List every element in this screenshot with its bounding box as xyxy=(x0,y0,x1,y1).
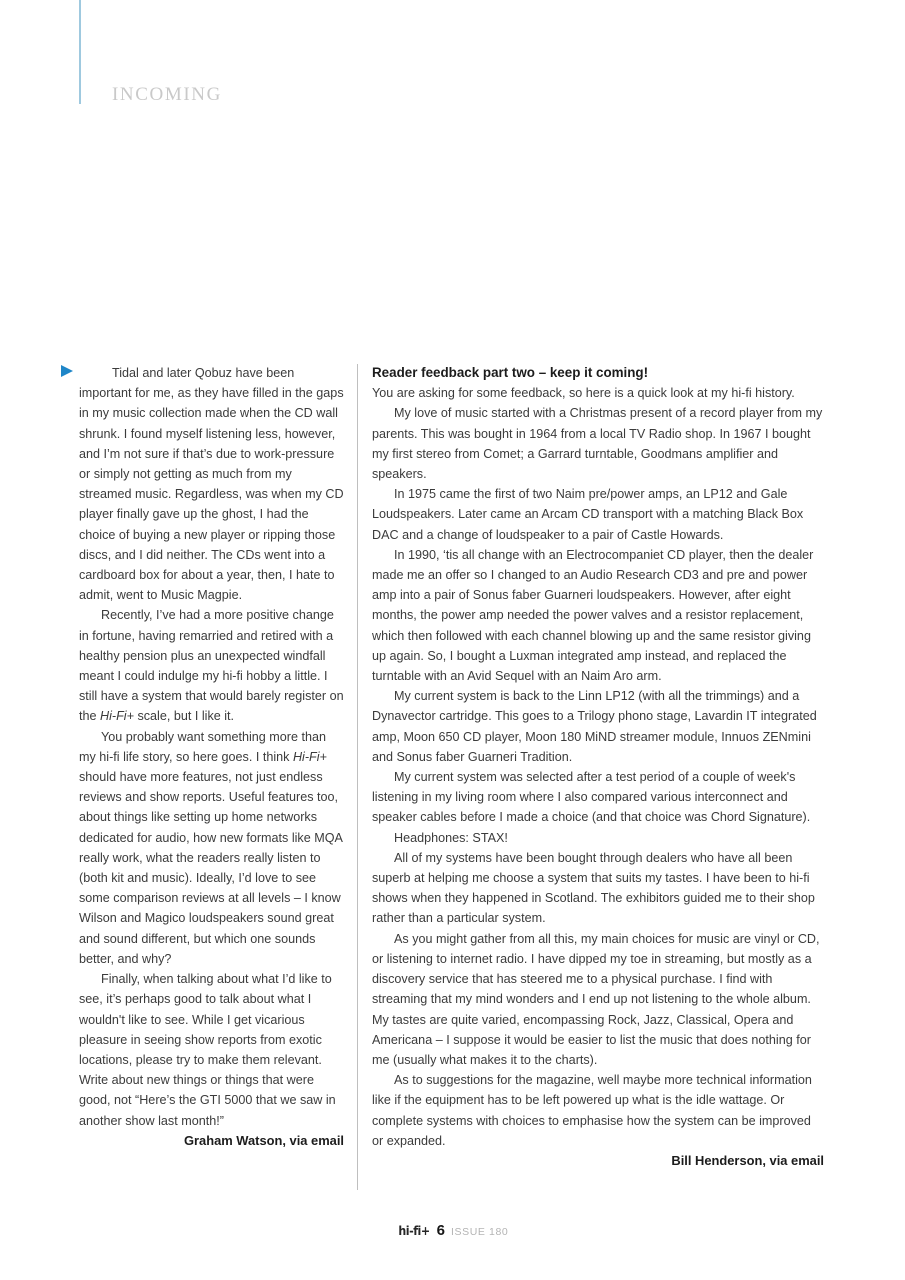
column-divider xyxy=(357,364,358,1190)
paragraph: Recently, I’ve had a more positive change in fortune, having remarried and retired with a healthy pension plus an unexpected windfall meant I could indulge my hi-fi hobby a little. I still have a system that would barely register on the Hi-Fi+ scale, but I like it. xyxy=(79,608,344,724)
paragraph: In 1975 came the first of two Naim pre/power amps, an LP12 and Gale Loudspeakers. Later came an Arcam CD transport with a matching Black Box DAC and a change of loudspeaker to a pair of Castle Howards. xyxy=(372,487,804,542)
right-column xyxy=(372,363,824,1171)
hifiplus-logo: hi-fi+ xyxy=(397,1224,430,1238)
header-accent-rule xyxy=(79,0,81,104)
page-number: 6 xyxy=(436,1222,445,1239)
paragraph: Finally, when talking about what I’d like to see, it’s perhaps good to talk about what I wouldn't like to see. While I get vicarious pleasure in seeing show reports from exotic locations, please try to make them relevant. Write about new things or things that were good, not “Here’s the GTI 5000 that we saw in another show last month!” xyxy=(79,972,336,1128)
paragraph: As to suggestions for the magazine, well maybe more technical information like if the equipment has to be left powered up what is the idle wattage. Or complete systems with choices to emphasise how the system can be improved or expanded. xyxy=(372,1073,812,1148)
paragraph: All of my systems have been bought through dealers who have all been superb at helping me choose a system that suits my tastes. I have been to hi-fi shows when they happened in Scotland. The exhibitors guided me to their shop rather than a particular system. xyxy=(372,850,815,926)
paragraph: My current system is back to the Linn LP12 (with all the trimmings) and a Dynavector cartridge. This goes to a Trilogy phono stage, Lavardin IT integrated amp, Moon 650 CD player, Moon 180 MiND streamer module, Innuos ZENmini and Sonus faber Guarneri Tradition. xyxy=(372,689,817,764)
paragraph: In 1990, ‘tis all change with an Electrocompaniet CD player, then the dealer made me an offer so I changed to an Audio Research CD3 and pre and power amp into a pair of Sonus faber Guarneri loudspeakers. However, after eight months, the power amp needed the power valves and a resistor replacement, which then followed with each channel blowing up and the same resistor giving up again. So, I bought a Luxman integrated amp instead, and replaced the turntable with an Avid Sequel with an Naim Aro arm. xyxy=(372,547,814,684)
letter-headline: Reader feedback part two – keep it coming! xyxy=(372,365,649,380)
paragraph: My love of music started with a Christmas present of a record player from my parents. This was bought in 1964 from a local TV Radio shop. In 1967 I bought my first stereo from Comet; a Garrard turntable, Goodmans amplifier and speakers. xyxy=(372,406,823,482)
letter-signature: Bill Henderson, via email xyxy=(671,1152,824,1168)
paragraph: You probably want something more than my hi-fi life story, so here goes. I think Hi-Fi+ should have more features, not just endless reviews and show reports. Useful features too, about things like setting up home networks dedicated for audio, how new formats like MQA really work, what the readers really listen to (both kit and music). Ideally, I’d love to see some comparison reviews at all levels – I know Wilson and Magico loudspeakers sound great and sound different, but which one sounds better, and why? xyxy=(79,729,343,966)
triangle-right-icon xyxy=(61,365,73,377)
paragraph: Tidal and later Qobuz have been important for me, as they have filled in the gaps in my music collection made when the CD wall shrunk. I found myself listening less, however, and I’m not sure if that’s due to work-pressure or simply not getting as much from my streamed music. Regardless, was when my CD player finally gave up the ghost, I had the choice of buying a new player or ripping those discs, and I did neither. The CDs went into a cardboard box for about a year, then, I hate to admit, went to Music Magpie. xyxy=(79,366,344,603)
letter-signature: Graham Watson, via email xyxy=(184,1132,344,1148)
paragraph: As you might gather from all this, my main choices for music are vinyl or CD, or listening to internet radio. I have dipped my toe in streaming, but mostly as a discovery service that has steered me to a physical purchase. I find with streaming that my mind wonders and I end up not listening to the whole album. My tastes are quite varied, encompassing Rock, Jazz, Classical, Opera and Americana – I suppose it would be easier to list the music that does nothing for me (usually what makes it to the charts). xyxy=(372,931,820,1067)
page-title: INCOMING xyxy=(112,84,222,105)
issue-label: ISSUE 180 xyxy=(451,1226,509,1238)
paragraph: You are asking for some feedback, so here is a quick look at my hi-fi history. xyxy=(372,386,795,401)
paragraph: My current system was selected after a test period of a couple of week's listening in my living room where I also compared various interconnect and speaker cables before I made a choice (and that choice was Chord Signature). xyxy=(372,770,811,825)
page-footer xyxy=(0,1222,905,1239)
left-column xyxy=(79,363,344,1151)
paragraph: Headphones: STAX! xyxy=(394,830,508,845)
